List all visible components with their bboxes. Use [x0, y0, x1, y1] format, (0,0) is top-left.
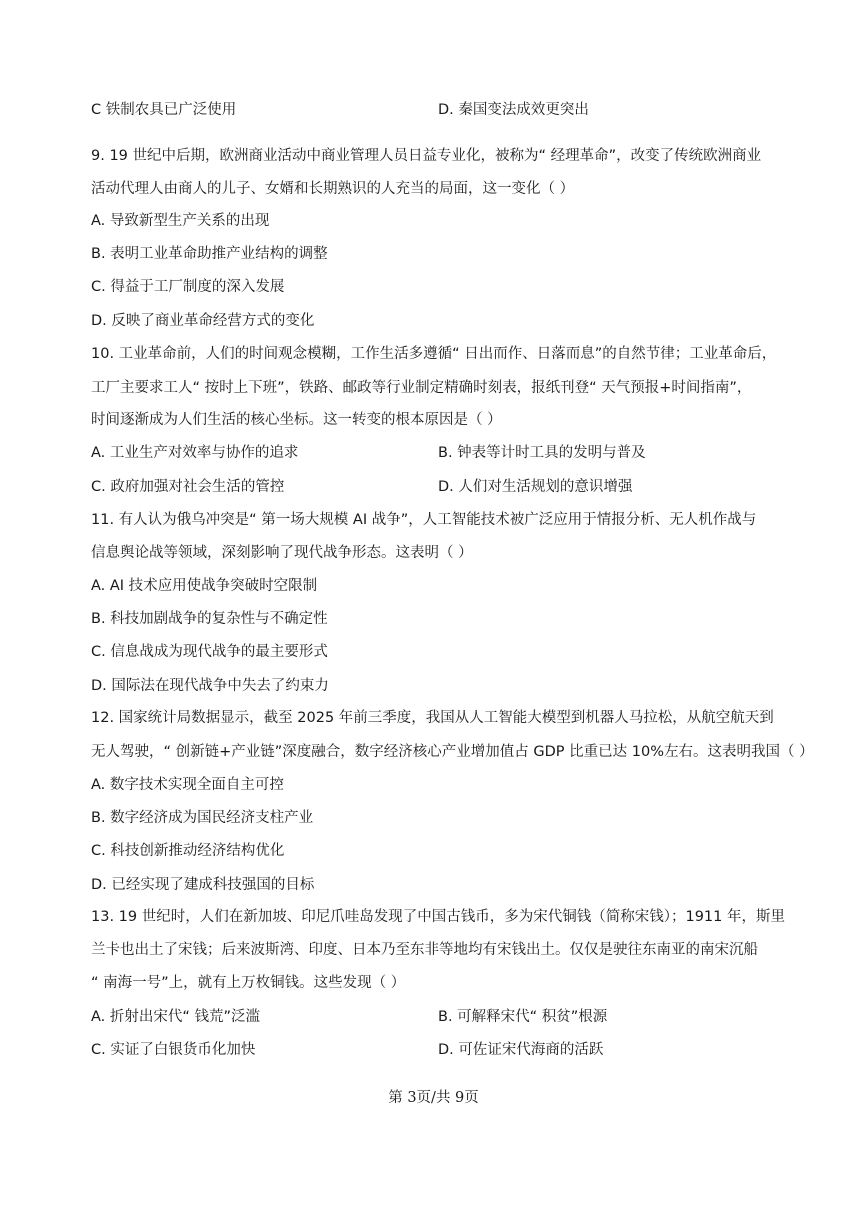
- q10-option-row-1: [91, 443, 791, 463]
- q11-option-b: B. 科技加剧战争的复杂性与不确定性: [91, 611, 328, 627]
- q11-option-d: D. 国际法在现代战争中失去了约束力: [91, 678, 329, 694]
- q9-option-b: B. 表明工业革命助推产业结构的调整: [91, 246, 328, 262]
- q13-option-a: A. 折射出宋代“ 钱荒”泛滥: [91, 1009, 261, 1025]
- q12-stem-line-2: 无人驾驶，“ 创新链+产业链”深度融合，数字经济核心产业增加值占 GDP 比重已达 10%左右。这表明我国（ ）: [91, 744, 814, 760]
- q13-stem-line-3: “ 南海一号”上，就有上万枚铜钱。这些发现（ ）: [91, 975, 406, 991]
- q10-stem-line-3: 时间逐渐成为人们生活的核心坐标。这一转变的根本原因是（ ）: [91, 412, 502, 428]
- q9-stem-line-1: 9. 19 世纪中后期，欧洲商业活动中商业管理人员日益专业化，被称为“ 经理革命”，改变了传统欧洲商业: [91, 148, 762, 164]
- q12-option-a: A. 数字技术实现全面自主可控: [91, 777, 284, 793]
- q9-option-a: A. 导致新型生产关系的出现: [91, 213, 270, 229]
- q12-option-c: C. 科技创新推动经济结构优化: [91, 843, 285, 859]
- q11-stem-line-2: 信息舆论战等领域，深刻影响了现代战争形态。这表明（ ）: [91, 545, 473, 561]
- q8-option-row: [91, 100, 791, 120]
- q12-stem-line-1: 12. 国家统计局数据显示，截至 2025 年前三季度，我国从人工智能大模型到机器人马拉松，从航空航天到: [91, 710, 774, 726]
- q12-option-b: B. 数字经济成为国民经济支柱产业: [91, 810, 314, 826]
- q10-option-d: D. 人们对生活规划的意识增强: [438, 479, 633, 495]
- q13-option-row-2: [91, 1040, 791, 1060]
- q9-option-d: D. 反映了商业革命经营方式的变化: [91, 313, 315, 329]
- q13-option-d: D. 可佐证宋代海商的活跃: [438, 1042, 604, 1058]
- q10-option-a: A. 工业生产对效率与协作的追求: [91, 445, 299, 461]
- q8-option-c: C 铁制农具已广泛使用: [91, 102, 237, 118]
- q10-stem-line-2: 工厂主要求工人“ 按时上下班”，铁路、邮政等行业制定精确时刻表，报纸刊登“ 天气预报+时间指南”，: [91, 380, 752, 396]
- q11-stem-line-1: 11. 有人认为俄乌冲突是“ 第一场大规模 AI 战争”，人工智能技术被广泛应用于情报分析、无人机作战与: [91, 512, 757, 528]
- q10-option-b: B. 钟表等计时工具的发明与普及: [438, 445, 646, 461]
- q10-option-row-2: [91, 477, 791, 497]
- q13-option-c: C. 实证了白银货币化加快: [91, 1042, 256, 1058]
- q10-stem-line-1: 10. 工业革命前，人们的时间观念模糊，工作生活多遵循“ 日出而作、日落而息”的自然节律；工业革命后，: [91, 346, 777, 362]
- q13-stem-line-2: 兰卡也出土了宋钱；后来波斯湾、印度、日本乃至东非等地均有宋钱出土。仅仅是驶往东南亚的南宋沉船: [91, 942, 758, 958]
- q13-option-b: B. 可解释宋代“ 积贫”根源: [438, 1009, 608, 1025]
- q11-option-a: A. AI 技术应用使战争突破时空限制: [91, 578, 318, 594]
- q11-option-c: C. 信息战成为现代战争的最主要形式: [91, 644, 328, 660]
- q8-option-d: D. 秦国变法成效更突出: [438, 102, 589, 118]
- q13-stem-line-1: 13. 19 世纪时，人们在新加坡、印尼爪哇岛发现了中国古钱币，多为宋代铜钱（简称宋钱）；1911 年，斯里: [91, 909, 785, 925]
- q10-option-c: C. 政府加强对社会生活的管控: [91, 479, 285, 495]
- q9-option-c: C. 得益于工厂制度的深入发展: [91, 279, 285, 295]
- q13-option-row-1: [91, 1007, 791, 1027]
- q9-stem-line-2: 活动代理人由商人的儿子、女婿和长期熟识的人充当的局面，这一变化（ ）: [91, 181, 575, 197]
- q12-option-d: D. 已经实现了建成科技强国的目标: [91, 877, 315, 893]
- page-number-footer: 第 3页/共 9页: [388, 1090, 479, 1106]
